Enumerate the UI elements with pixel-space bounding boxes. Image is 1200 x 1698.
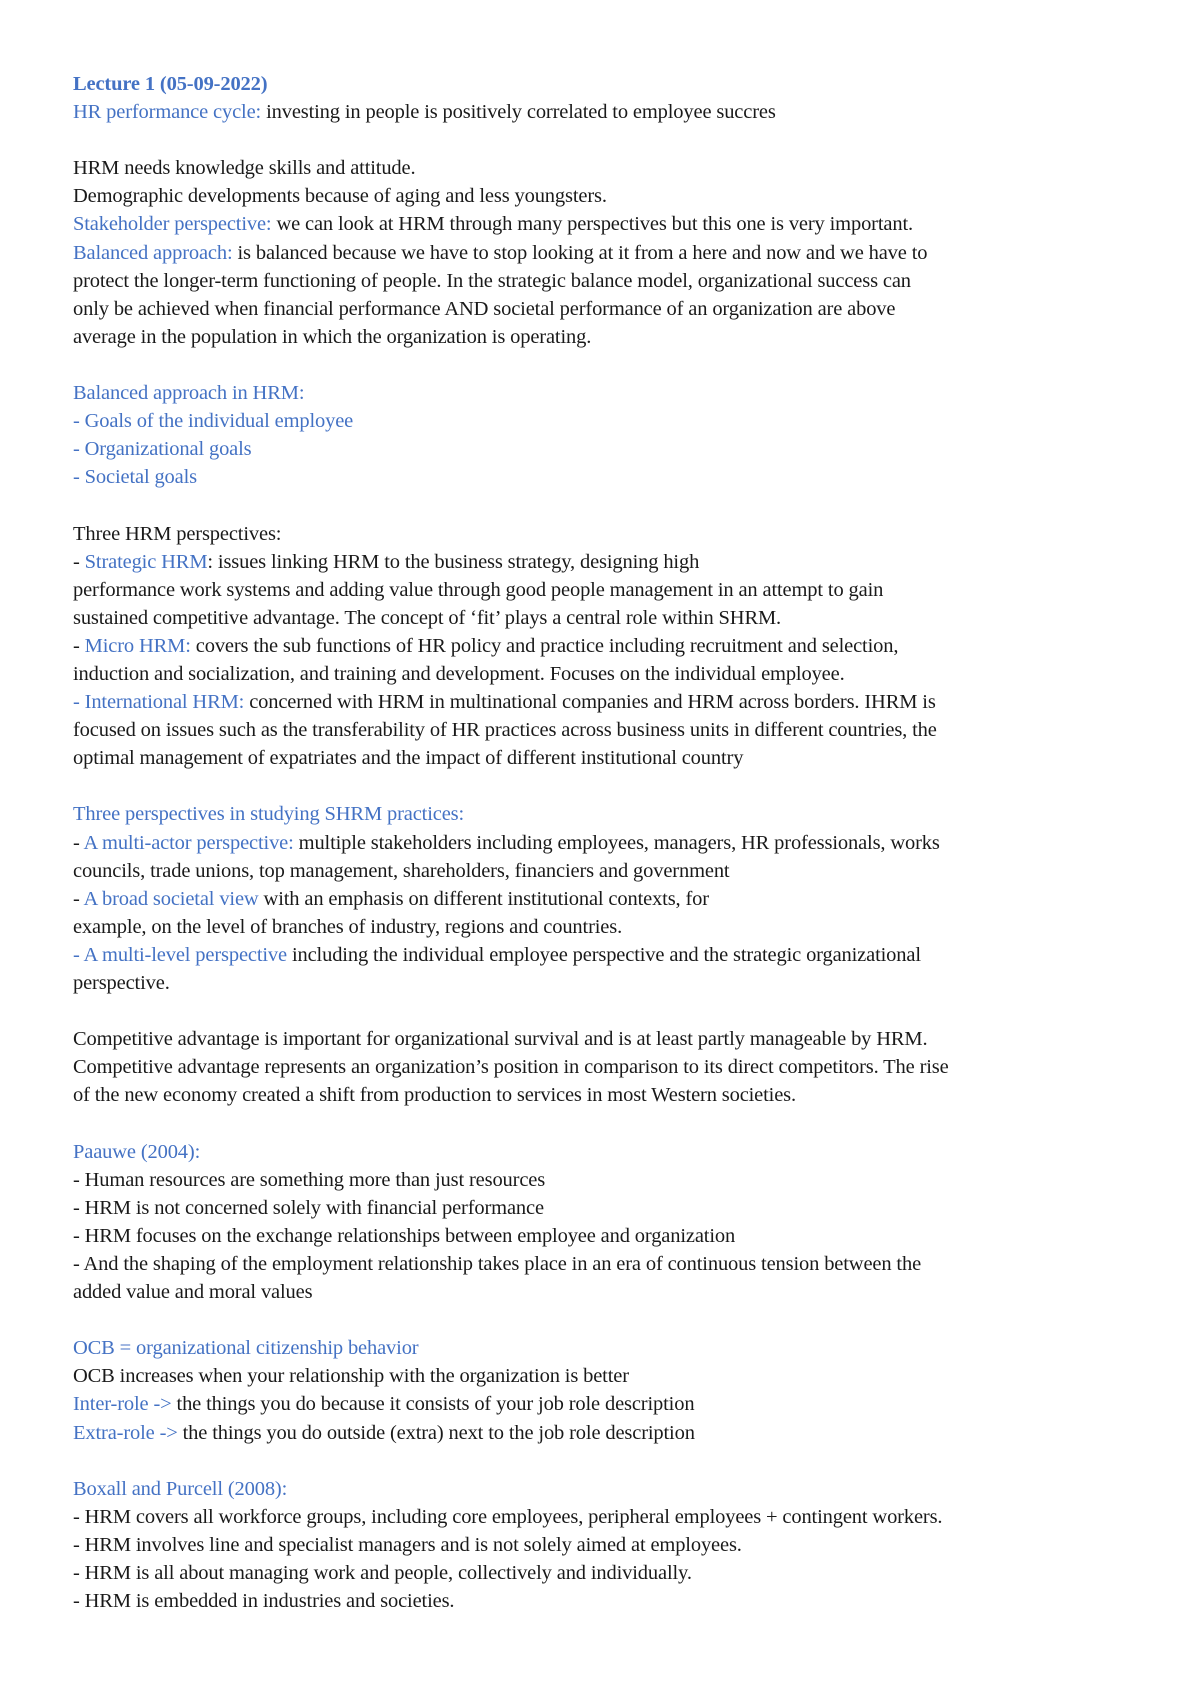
strategic-label: Strategic HRM [84, 550, 208, 573]
inter-role-label: Inter-role -> [73, 1393, 172, 1416]
micro-text-1: covers the sub functions of HR policy and practice including recruitment and selection, [190, 634, 899, 657]
broad-label: A broad societal view [83, 887, 259, 910]
intro-line-1: HRM needs knowledge skills and attitude. [73, 157, 416, 180]
multi-level-line-2: perspective. [73, 972, 170, 994]
balanced-text-1: is balanced because we have to stop looking at it from a here and now and we have to [232, 241, 928, 264]
balanced-line-3: only be achieved when financial performance AND societal performance of an organization are above [73, 297, 896, 320]
boxall-line-3: - HRM is all about managing work and people, collectively and individually. [73, 1561, 692, 1584]
document-page [73, 70, 1143, 1615]
balanced-line-2: protect the longer-term functioning of people. In the strategic balance model, organizational success can [73, 269, 911, 292]
spacer [73, 1306, 1143, 1334]
balanced-line-1 [73, 239, 1143, 267]
three-perspectives-heading: Three HRM perspectives: [73, 522, 282, 545]
balanced-label: Balanced approach: [73, 241, 233, 264]
lecture-title: Lecture 1 (05-09-2022) [73, 73, 268, 95]
paauwe-line-2: - HRM is not concerned solely with financial performance [73, 1196, 544, 1219]
micro-line-2: induction and socialization, and training and development. Focuses on the individual employee. [73, 662, 845, 685]
strategic-line-2: performance work systems and adding value through good people management in an attempt to gain [73, 578, 884, 601]
multi-actor-text-1: multiple stakeholders including employees, managers, HR professionals, works [293, 831, 940, 854]
strategic-text-1: : issues linking HRM to the business strategy, designing high [207, 550, 700, 573]
micro-line-1 [73, 632, 1143, 660]
intl-line-1 [73, 688, 1143, 716]
boxall-line-1: - HRM covers all workforce groups, including core employees, peripheral employees + contingent workers. [73, 1505, 943, 1528]
strategic-dash: - [73, 550, 85, 573]
stakeholder-text: we can look at HRM through many perspectives but this one is very important. [271, 213, 913, 236]
competitive-line-2: Competitive advantage represents an organization’s position in comparison to its direct competitors. The rise [73, 1056, 949, 1079]
hr-cycle-line [73, 98, 1143, 126]
spacer [73, 1447, 1143, 1475]
boxall-line-2: - HRM involves line and specialist managers and is not solely aimed at employees. [73, 1533, 742, 1556]
broad-dash: - [73, 887, 84, 910]
hr-cycle-text: investing in people is positively correlated to employee succres [261, 101, 776, 124]
broad-line-1 [73, 885, 1143, 913]
ocb-heading: OCB = organizational citizenship behavior [73, 1337, 419, 1360]
paauwe-line-1: - Human resources are something more than just resources [73, 1168, 546, 1191]
intro-line-2: Demographic developments because of aging and less youngsters. [73, 185, 607, 208]
spacer [73, 772, 1143, 800]
hr-cycle-label: HR performance cycle: [73, 101, 262, 124]
multi-level-line-1 [73, 941, 1143, 969]
multi-actor-label: A multi-actor perspective: [83, 831, 294, 854]
extra-role-line [73, 1419, 1143, 1447]
multi-level-label: - A multi-level perspective [73, 943, 287, 966]
balanced-hrm-item: - Organizational goals [73, 438, 252, 461]
inter-role-text: the things you do because it consists of your job role description [171, 1393, 695, 1416]
strategic-line-1 [73, 548, 1143, 576]
competitive-line-1: Competitive advantage is important for organizational survival and is at least partly manageable by HRM. [73, 1028, 928, 1051]
multi-actor-dash: - [73, 831, 84, 854]
ocb-line-1: OCB increases when your relationship with the organization is better [73, 1365, 629, 1388]
micro-label: Micro HRM: [84, 634, 191, 657]
boxall-line-4: - HRM is embedded in industries and societies. [73, 1590, 455, 1613]
multi-level-text-1: including the individual employee perspective and the strategic organizational [286, 943, 921, 966]
broad-line-2: example, on the level of branches of industry, regions and countries. [73, 915, 623, 938]
paauwe-heading: Paauwe (2004): [73, 1140, 201, 1163]
strategic-line-3: sustained competitive advantage. The concept of ‘fit’ plays a central role within SHRM. [73, 606, 782, 629]
intl-line-2: focused on issues such as the transferability of HR practices across business units in different countries, the [73, 719, 937, 742]
broad-text-1: with an emphasis on different institutional contexts, for [258, 887, 709, 910]
boxall-heading: Boxall and Purcell (2008): [73, 1477, 288, 1500]
spacer [73, 997, 1143, 1025]
intl-text-1: concerned with HRM in multinational companies and HRM across borders. IHRM is [244, 691, 936, 714]
multi-actor-line-1 [73, 829, 1143, 857]
spacer [73, 1109, 1143, 1137]
spacer [73, 491, 1143, 519]
paauwe-line-3: - HRM focuses on the exchange relationships between employee and organization [73, 1224, 736, 1247]
extra-role-text: the things you do outside (extra) next to the job role description [177, 1421, 695, 1444]
shrm-practices-heading: Three perspectives in studying SHRM practices: [73, 803, 465, 826]
extra-role-label: Extra-role -> [73, 1421, 178, 1444]
spacer [73, 351, 1143, 379]
spacer [73, 126, 1143, 154]
competitive-line-3: of the new economy created a shift from production to services in most Western societies. [73, 1084, 796, 1107]
micro-dash: - [73, 634, 85, 657]
intl-line-3: optimal management of expatriates and the impact of different institutional country [73, 747, 744, 770]
balanced-hrm-item: - Goals of the individual employee [73, 410, 354, 433]
balanced-line-4: average in the population in which the organization is operating. [73, 325, 592, 348]
stakeholder-line [73, 210, 1143, 238]
multi-actor-line-2: councils, trade unions, top management, shareholders, financiers and government [73, 859, 730, 882]
balanced-hrm-heading: Balanced approach in HRM: [73, 382, 305, 405]
paauwe-line-4: - And the shaping of the employment relationship takes place in an era of continuous tension between the [73, 1252, 922, 1275]
intl-label: - International HRM: [73, 691, 245, 714]
balanced-hrm-item: - Societal goals [73, 466, 197, 489]
paauwe-line-5: added value and moral values [73, 1281, 313, 1304]
stakeholder-label: Stakeholder perspective: [73, 213, 272, 236]
inter-role-line [73, 1390, 1143, 1418]
